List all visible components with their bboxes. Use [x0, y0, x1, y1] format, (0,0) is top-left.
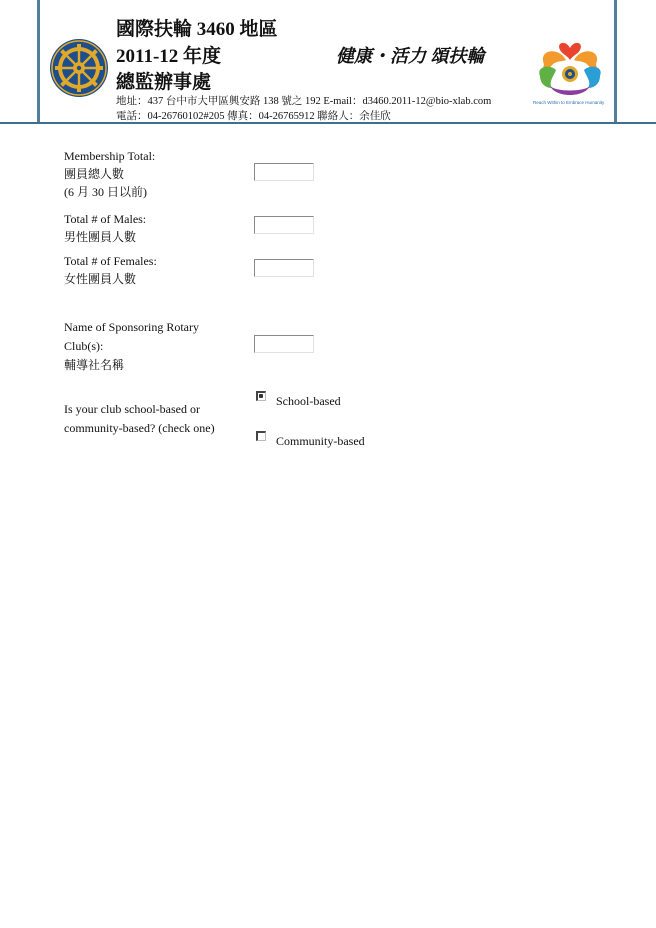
club-type-question-2: community-based? (check one) — [64, 421, 215, 435]
header-left-rule — [37, 0, 40, 123]
males-label-zh: 男性團員人數 — [64, 230, 137, 244]
membership-total-label-en: Membership Total: — [64, 149, 156, 163]
females-label-zh: 女性團員人數 — [64, 272, 137, 286]
office-title: 總監辦事處 — [116, 72, 212, 93]
membership-total-note: (6 月 30 日以前) — [64, 185, 147, 199]
theme-caption: Reach Within to Embrace Humanity — [533, 100, 605, 105]
males-label-en: Total # of Males: — [64, 212, 147, 226]
community-based-label: Community-based — [276, 434, 365, 448]
sponsoring-club-field[interactable] — [254, 335, 314, 353]
district-title: 國際扶輪 3460 地區 — [116, 19, 278, 40]
school-based-label: School-based — [276, 394, 341, 408]
sponsor-label-en-2: Club(s): — [64, 339, 104, 353]
district-motto: 健康・活力 頌扶輪 — [336, 46, 485, 66]
sponsor-label-zh: 輔導社名稱 — [64, 358, 125, 372]
address-line: 地址：437 台中市大甲區興安路 138 號之 192 E-mail：d3460.2011-12@bio-xlab.com — [116, 96, 492, 107]
females-label-en: Total # of Females: — [64, 254, 157, 268]
letterhead — [0, 0, 656, 126]
females-count-field[interactable] — [254, 259, 314, 277]
theme-hearts-logo — [532, 30, 608, 110]
header-right-rule — [614, 0, 617, 123]
sponsor-label-en-1: Name of Sponsoring Rotary — [64, 320, 199, 334]
phone-line: 電話：04-26760102#205 傳真：04-26765912 聯絡人：余佳欣 — [116, 111, 391, 122]
community-based-radio[interactable] — [256, 431, 266, 441]
membership-total-field[interactable] — [254, 163, 314, 181]
school-based-radio[interactable] — [256, 391, 266, 401]
club-type-question-1: Is your club school-based or — [64, 402, 200, 416]
rotary-wheel-logo — [49, 38, 109, 98]
males-count-field[interactable] — [254, 216, 314, 234]
radio-selected-dot — [259, 394, 263, 398]
year-title: 2011-12 年度 — [116, 46, 222, 67]
membership-total-label-zh: 團員總人數 — [64, 167, 125, 181]
